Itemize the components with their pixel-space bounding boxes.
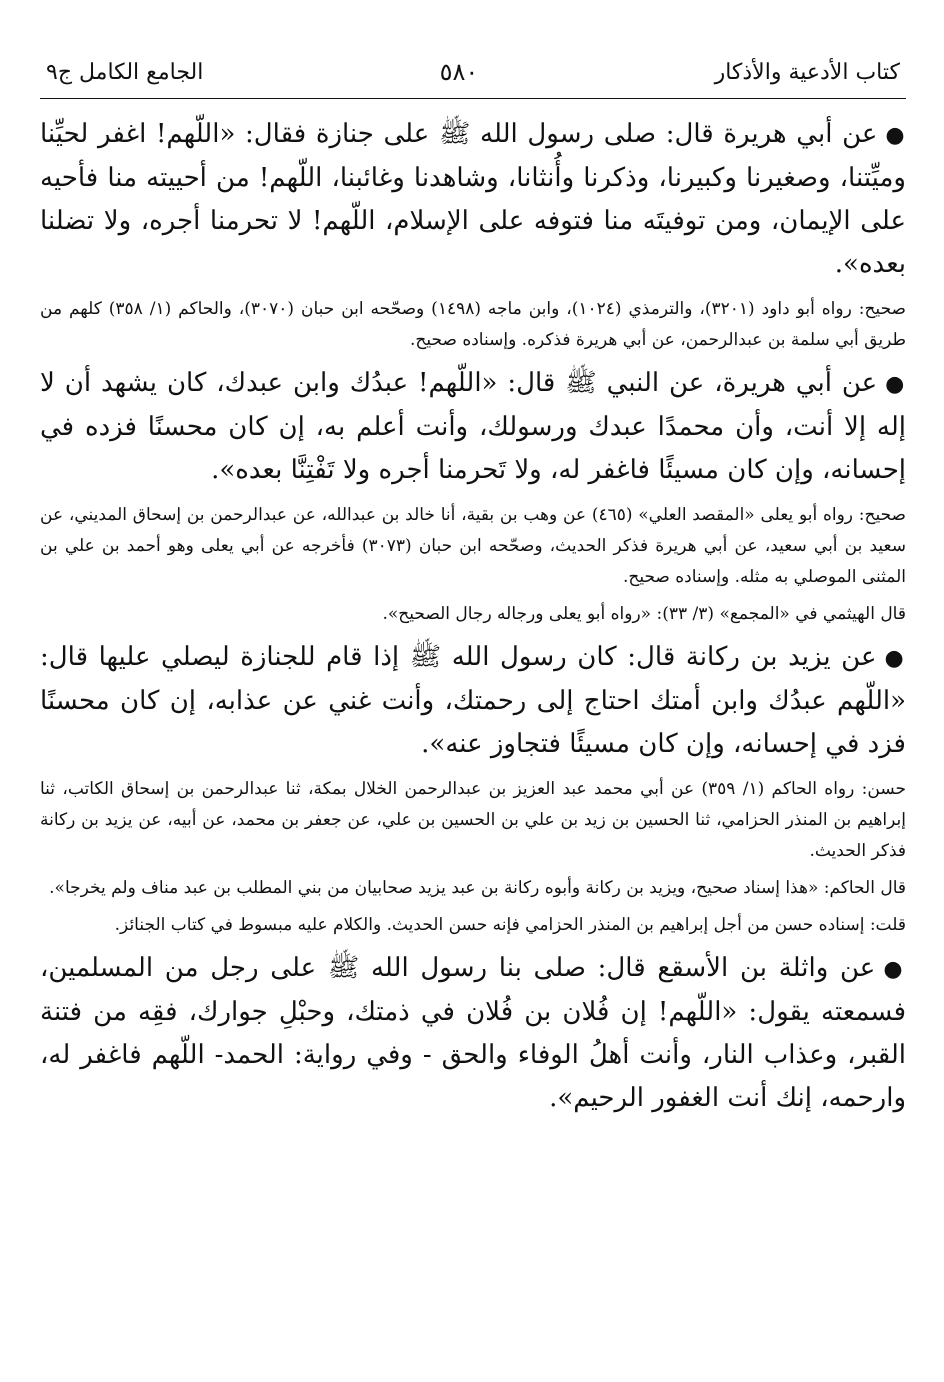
bullet-icon: ●	[884, 646, 906, 671]
hadith-paragraph-2: ●عن أبي هريرة، عن النبي ﷺ قال: «اللّهم! عبدُك وابن عبدك، كان يشهد أن لا إله إلا أنت، وأن محمدًا عبدك ورسولك، وأنت أعلم به، إن كان محسنًا فزده في إحسانه، وإن كان مسيئًا فاغفر له، ولا تَحرمنا أجره ولا تَفْتِنَّا بعده».	[40, 368, 906, 485]
hadith-paragraph-4: ●عن واثلة بن الأسقع قال: صلى بنا رسول الله ﷺ على رجل من المسلمين، فسمعته يقول: «اللّهم! إن فُلان بن فُلان في ذمتك، وحبْلِ جوارك، فقِه من فتنة القبر، وعذاب النار، وأنت أهلُ الوفاء والحق - وفي رواية: الحمد- اللّهم فاغفر له، وارحمه، إنك أنت الغفور الرحيم».	[40, 953, 906, 1113]
takhrij-note-4: حسن: رواه الحاكم (١/ ٣٥٩) عن أبي محمد عبد العزيز بن عبدالرحمن الخلال بمكة، ثنا عبدالرحمن بن إسحاق الكاتب، ثنا إبراهيم بن المنذر الحزامي، ثنا الحسين بن زيد بن علي بن الحسين بن علي، عن جعفر بن محمد، عن أبيه، عن يزيد بن ركانة فذكر الحديث.	[40, 779, 906, 861]
hadith-paragraph-1: ●عن أبي هريرة قال: صلى رسول الله ﷺ على جنازة فقال: «اللّهم! اغفر لحيِّنا وميِّتنا، وصغيرنا وكبيرنا، وذكرنا وأُنثانا، وشاهدنا وغائبنا، اللّهم! من أحييته منا فأحيه على الإيمان، ومن توفيتَه منا فتوفه على الإسلام، اللّهم! لا تحرمنا أجره، ولا تضلنا بعده».	[40, 119, 906, 279]
header-book-title: كتاب الأدعية والأذكار	[714, 59, 900, 85]
bullet-icon: ●	[885, 372, 906, 397]
bullet-icon: ●	[883, 957, 906, 982]
header-rule	[40, 98, 906, 99]
page-header	[40, 52, 906, 92]
bullet-icon: ●	[885, 123, 906, 148]
takhrij-note-5: قال الحاكم: «هذا إسناد صحيح، ويزيد بن ركانة وأبوه ركانة بن عبد يزيد صحابيان من بني المطلب بن عبد مناف ولم يخرجا».	[49, 878, 906, 898]
hadith-paragraph-3: ●عن يزيد بن ركانة قال: كان رسول الله ﷺ إذا قام للجنازة ليصلي عليها قال: «اللّهم عبدُك وابن أمتك احتاج إلى رحمتك، وأنت غني عن عذابه، إن كان محسنًا فزد في إحسانه، وإن كان مسيئًا فتجاوز عنه».	[40, 642, 906, 759]
header-volume-title: الجامع الكامل ج٩	[46, 59, 204, 85]
takhrij-note-2: صحيح: رواه أبو يعلى «المقصد العلي» (٤٦٥) عن وهب بن بقية، أنا خالد بن عبدالله، عن عبدالرحمن بن إسحاق المديني، عن سعيد بن أبي سعيد، عن أبي هريرة فذكر الحديث، وصحّحه ابن حبان (٣٠٧٣) فأخرجه عن أبي يعلى وهو أحمد بن علي بن المثنى الموصلي به مثله. وإسناده صحيح.	[40, 505, 906, 587]
takhrij-note-6: قلت: إسناده حسن من أجل إبراهيم بن المنذر الحزامي فإنه حسن الحديث. والكلام عليه مبسوط في كتاب الجنائز.	[114, 915, 906, 935]
page-number: ٥٨٠	[439, 58, 479, 86]
takhrij-note-1: صحيح: رواه أبو داود (٣٢٠١)، والترمذي (١٠٢٤)، وابن ماجه (١٤٩٨) وصحّحه ابن حبان (٣٠٧٠)، والحاكم (١/ ٣٥٨) كلهم من طريق أبي سلمة بن عبدالرحمن، عن أبي هريرة فذكره. وإسناده صحيح.	[40, 299, 906, 350]
book-page	[40, 52, 906, 1362]
takhrij-note-3: قال الهيثمي في «المجمع» (٣/ ٣٣): «رواه أبو يعلى ورجاله رجال الصحيح».	[382, 604, 906, 624]
